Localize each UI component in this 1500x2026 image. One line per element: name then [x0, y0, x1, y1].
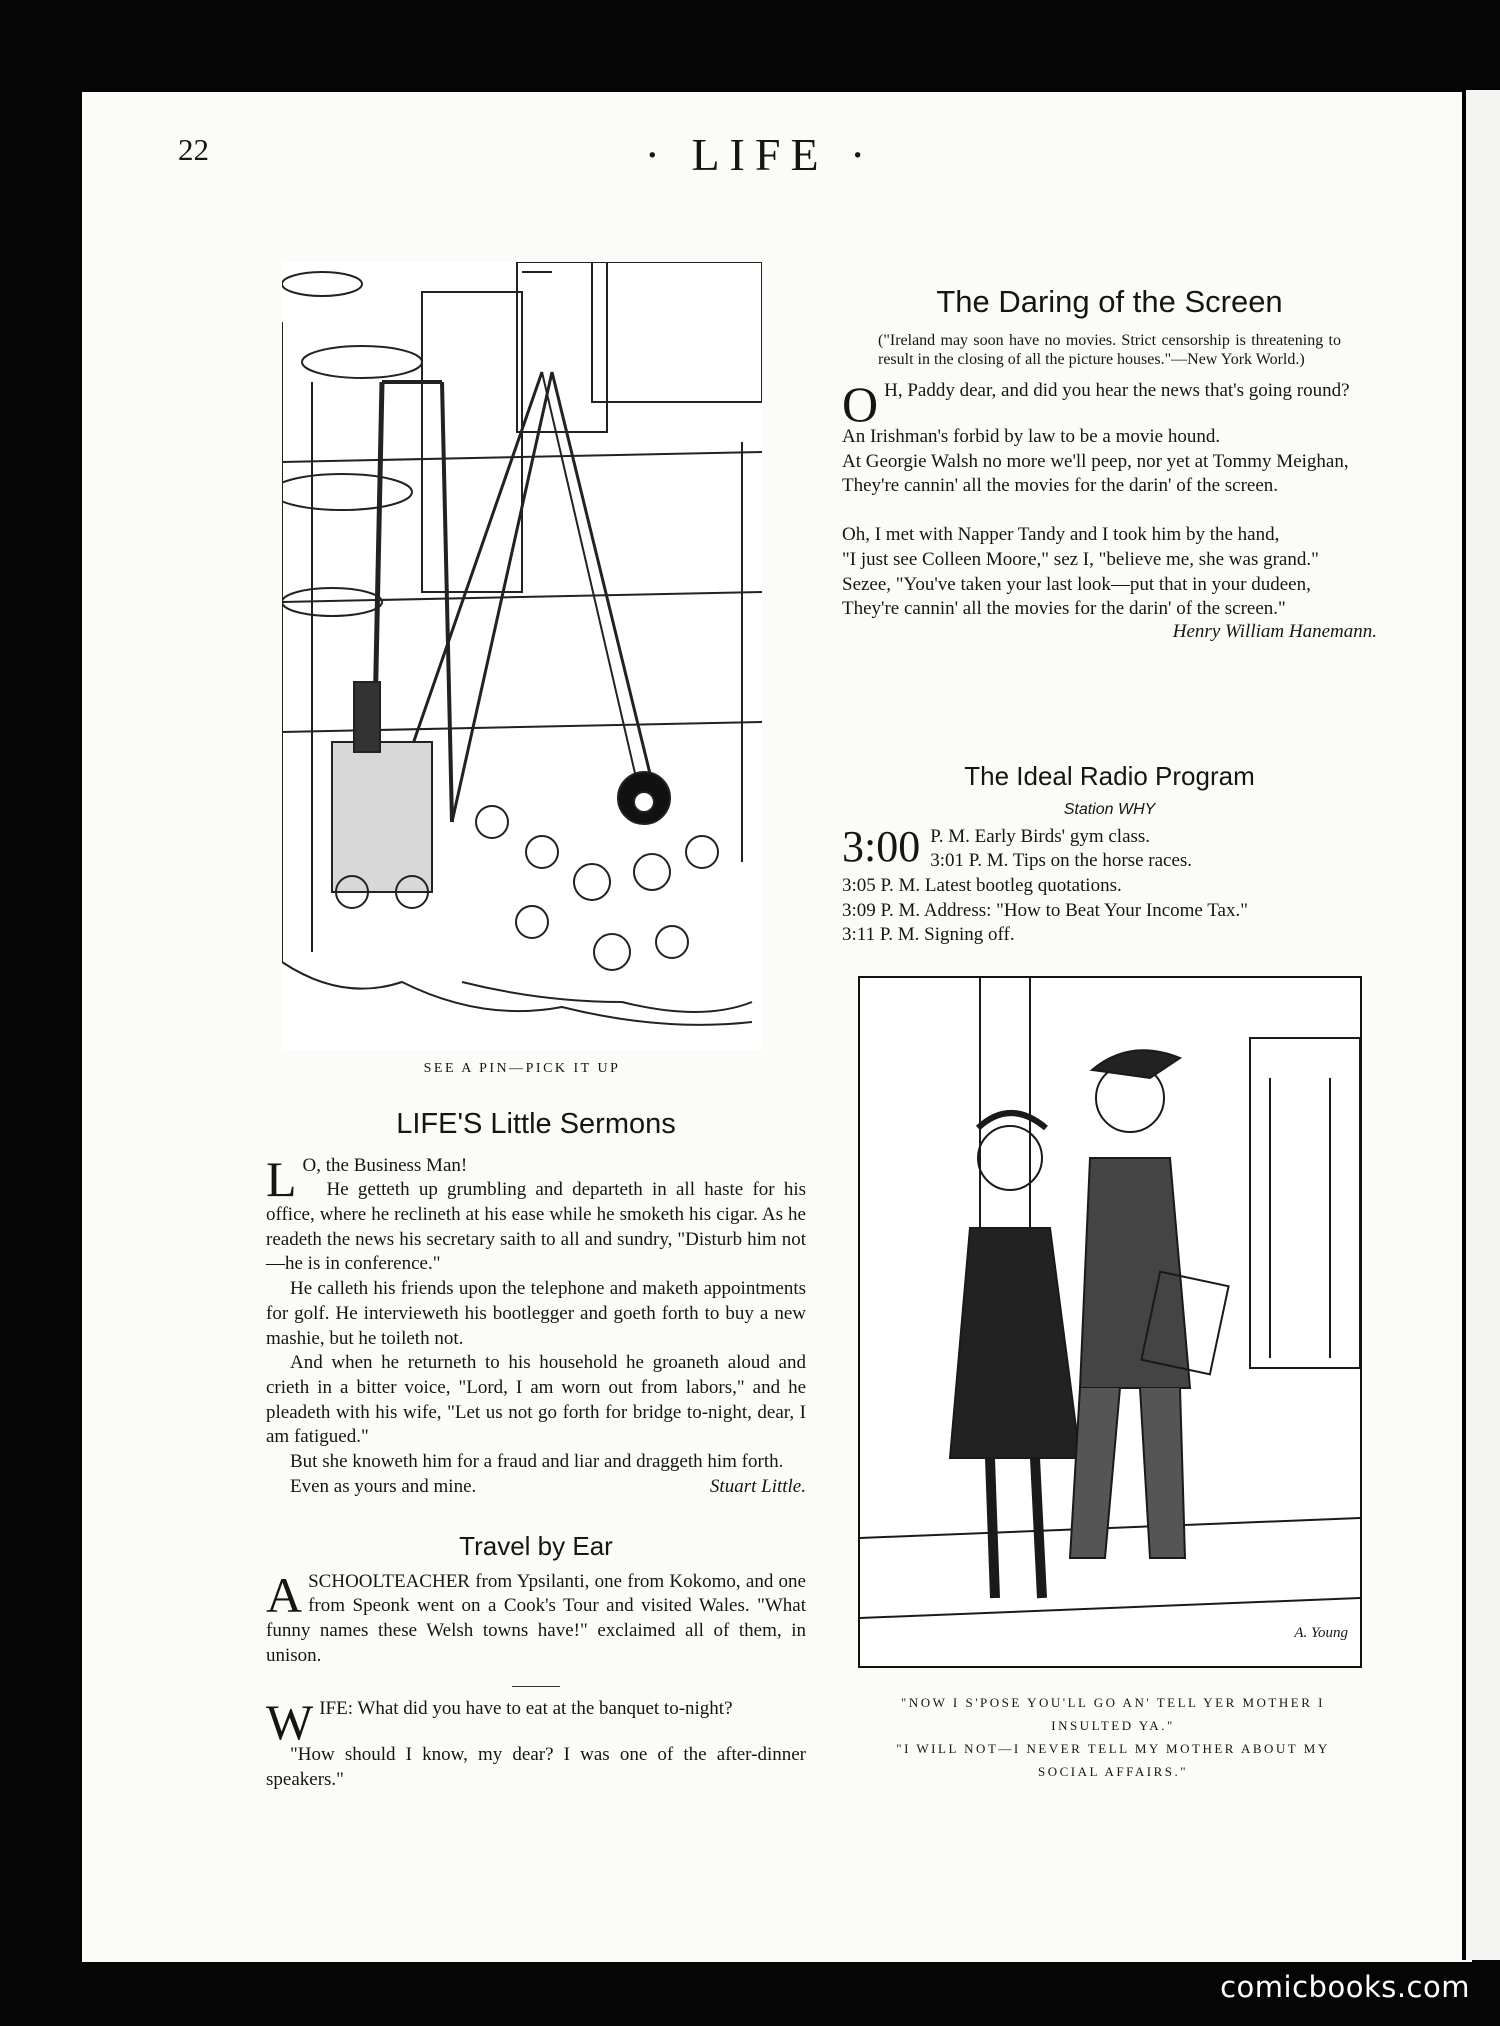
wife-line-2: "How should I know, my dear? I was one of the after-dinner speakers." — [266, 1744, 806, 1790]
section-rule — [512, 1686, 560, 1687]
sermons-title-smallcaps: LIFE'S — [396, 1108, 483, 1140]
daring-signature: Henry William Hanemann. — [1172, 620, 1377, 642]
daring-line: Sezee, "You've taken your last look—put that in your dudeen, — [842, 573, 1311, 595]
sermons-closing — [266, 1475, 806, 1500]
right-caption-line-2: "I WILL NOT—I NEVER TELL MY MOTHER ABOUT MY SOCIAL AFFAIRS." — [896, 1741, 1330, 1779]
masthead: · LIFE · — [644, 129, 876, 180]
sermons-paragraph: But she knoweth him for a fraud and liar and draggeth him forth. — [290, 1450, 784, 1472]
travel-text: SCHOOLTEACHER from Ypsilanti, one from Kokomo, and one from Speonk went on a Cook's Tour and visited Wales. "What funny names these Welsh towns have!" exclaimed all of them, in unison. — [266, 1570, 806, 1666]
demolition-illustration — [282, 262, 762, 1050]
daring-line: Oh, I met with Napper Tandy and I took him by the hand, — [842, 524, 1280, 546]
radio-item: P. M. Early Birds' gym class. — [930, 825, 1151, 847]
wife-section — [266, 1674, 806, 1792]
radio-item: 3:11 P. M. Signing off. — [842, 924, 1015, 946]
daring-line: They're cannin' all the movies for the darin' of the screen. — [842, 475, 1279, 497]
daring-dropcap: O — [842, 376, 879, 433]
left-illustration-caption: SEE A PIN—PICK IT UP — [423, 1061, 621, 1076]
daring-stanza-1 — [842, 376, 1377, 499]
sermons-paragraph: He calleth his friends upon the telephone and maketh appointments for golf. He intervieweth his bootlegger and goeth forth to buy a new mashie, but he toileth not. — [266, 1278, 806, 1349]
sermons-last-line: Even as yours and mine. — [290, 1475, 477, 1497]
radio-item: 3:09 P. M. Address: "How to Beat Your Income Tax." — [842, 899, 1248, 921]
wife-dropcap: W — [266, 1694, 314, 1750]
sermons-paragraph: And when he returneth to his household he groaneth aloud and crieth in a bitter voice, "Lord, I am worn out from labors," and he pleadeth with his wife, "Let us not go forth for bridge to-night, dear, I am fatigued." — [266, 1352, 806, 1448]
demolition-drawing — [282, 262, 762, 1050]
street-couple-illustration — [858, 976, 1362, 1668]
daring-line: H, Paddy dear, and did you hear the news that's going round? — [884, 380, 1350, 402]
daring-section — [842, 282, 1377, 645]
daring-line: An Irishman's forbid by law to be a movie hound. — [842, 426, 1221, 448]
sermons-paragraph: He getteth up grumbling and departeth in all haste for his office, where he reclineth at his ease while he smoketh his cigar. As he readeth the news his secretary saith to all and sundry, "Disturb him not—he is in conference." — [266, 1179, 806, 1275]
travel-section — [266, 1530, 806, 1669]
sermons-section — [266, 1106, 806, 1499]
radio-title: The Ideal Radio Program — [964, 761, 1255, 791]
daring-title: The Daring of the Screen — [936, 284, 1283, 319]
travel-dropcap: A — [266, 1566, 303, 1623]
radio-first-item — [842, 821, 1377, 874]
daring-line: "I just see Colleen Moore," sez I, "believe me, she was grand." — [842, 548, 1319, 570]
radio-subtitle: Station WHY — [1063, 800, 1156, 818]
radio-section — [842, 760, 1377, 948]
daring-line: They're cannin' all the movies for the darin' of the screen." — [842, 598, 1286, 620]
daring-epigraph: ("Ireland may soon have no movies. Strict censorship is threatening to result in the closing of all the picture houses."—New York World.) — [878, 332, 1341, 368]
radio-big-time: 3:00 — [842, 821, 921, 871]
radio-item: 3:01 P. M. Tips on the horse races. — [930, 850, 1193, 872]
travel-title: Travel by Ear — [459, 1531, 613, 1561]
sermons-title-rest: Little Sermons — [482, 1108, 676, 1140]
right-caption-line-1: "NOW I S'POSE YOU'LL GO AN' TELL YER MOTHER I INSULTED YA." — [901, 1695, 1325, 1733]
artist-signature: A. Young — [1294, 1625, 1348, 1641]
radio-item: 3:05 P. M. Latest bootleg quotations. — [842, 874, 1122, 896]
daring-line: At Georgie Walsh no more we'll peep, nor yet at Tommy Meighan, — [842, 450, 1349, 472]
sermons-first-line: O, the Business Man! — [302, 1154, 468, 1176]
couple-drawing — [860, 978, 1360, 1666]
watermark: comicbooks.com — [1220, 1970, 1470, 2004]
sermons-signature: Stuart Little. — [709, 1475, 806, 1497]
adjacent-page-edge — [1462, 90, 1500, 1960]
daring-stanza-2 — [842, 523, 1377, 642]
page-number: 22 — [178, 132, 209, 167]
sermons-dropcap: L — [266, 1150, 297, 1207]
wife-line-1: IFE: What did you have to eat at the banquet to-night? — [319, 1698, 733, 1719]
sermons-title — [266, 1106, 806, 1144]
